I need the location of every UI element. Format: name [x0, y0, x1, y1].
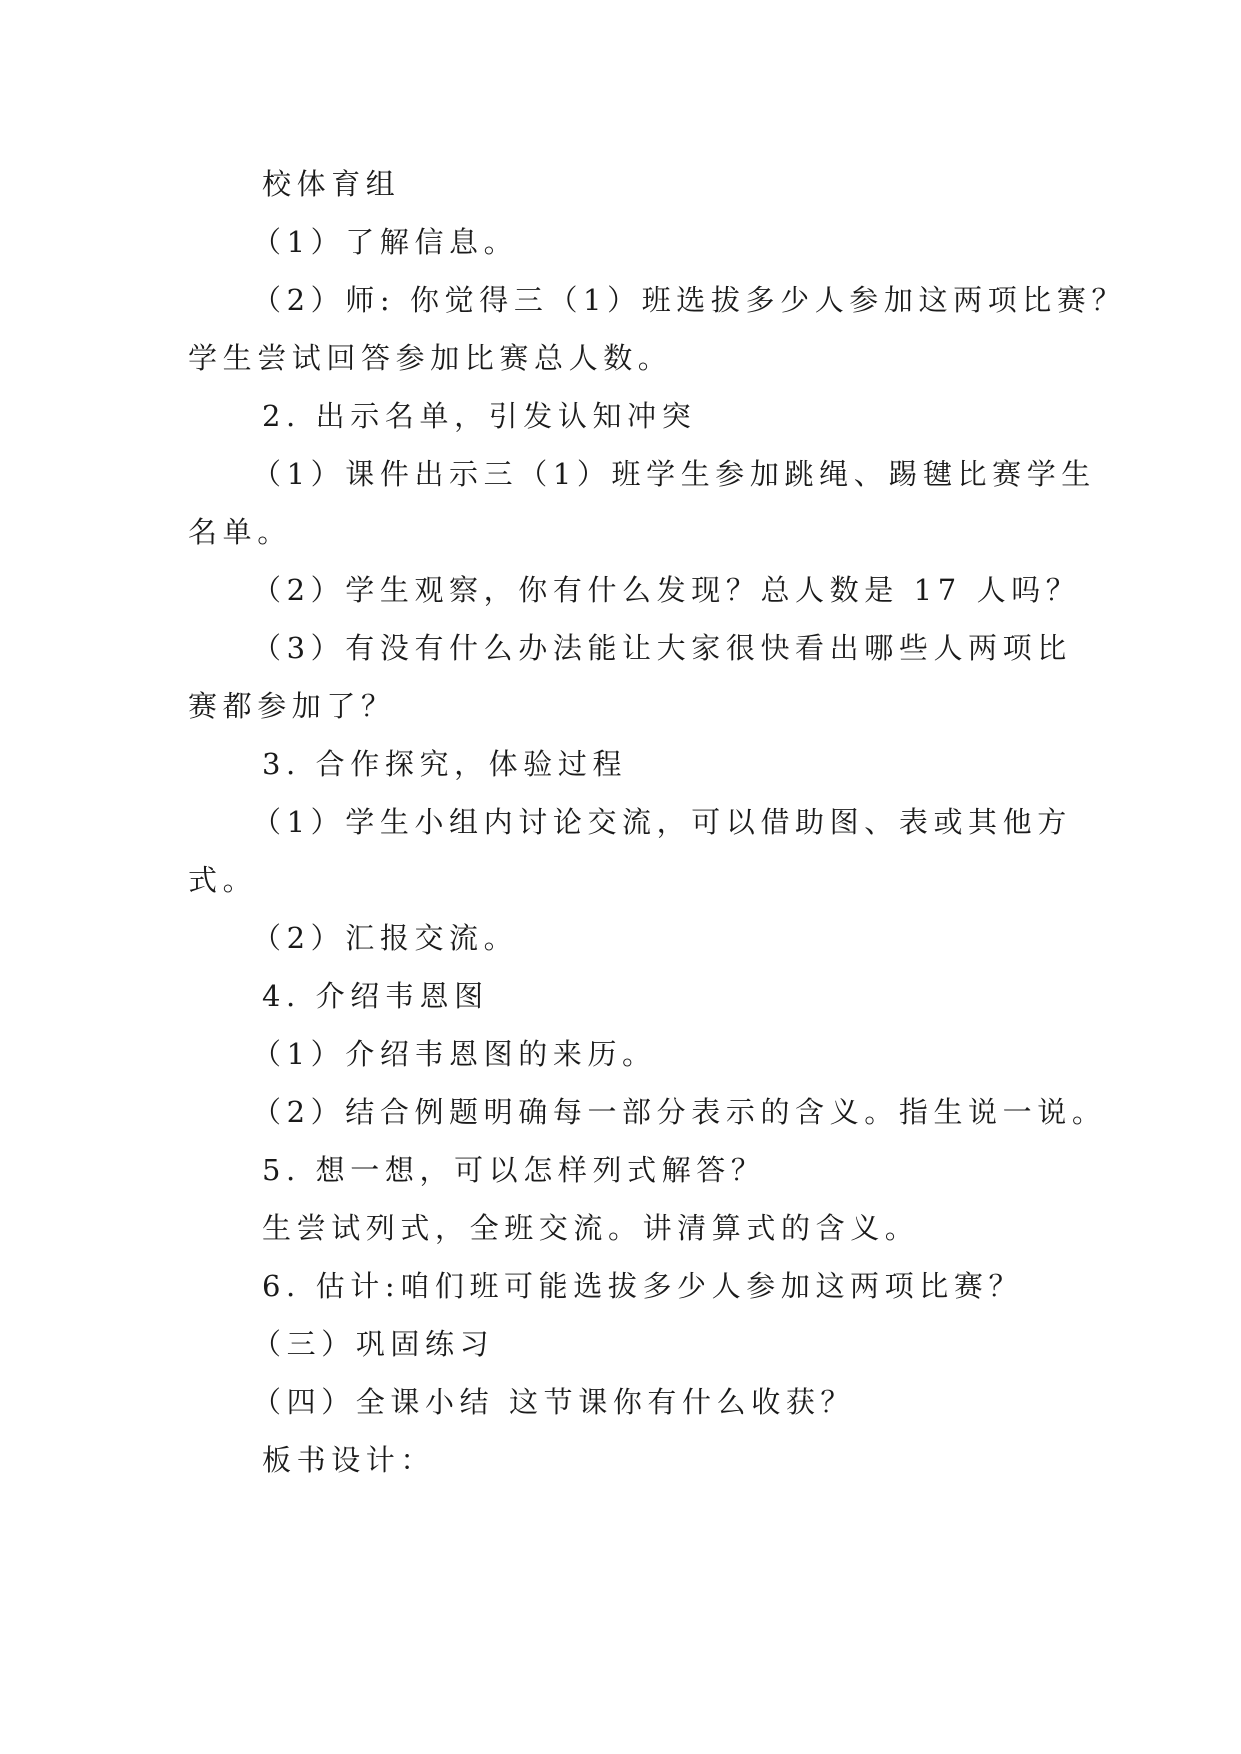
text-line: （1）课件出示三（1）班学生参加跳绳、踢毽比赛学生	[252, 457, 1096, 491]
section-heading: （四）全课小结 这节课你有什么收获？	[252, 1385, 856, 1419]
text-line: （3）有没有什么办法能让大家很快看出哪些人两项比	[252, 631, 1072, 665]
text-line: （2）结合例题明确每一部分表示的含义。指生说一说。	[252, 1095, 1107, 1129]
text-line: （1）学生小组内讨论交流，可以借助图、表或其他方	[252, 805, 1072, 839]
text-line: 赛都参加了？	[188, 689, 396, 723]
section-heading: 2. 出示名单，引发认知冲突	[262, 399, 697, 433]
text-line: （2）学生观察，你有什么发现？总人数是 17 人吗？	[252, 573, 1081, 607]
section-heading: （三）巩固练习	[252, 1327, 495, 1361]
text-line: （2）汇报交流。	[252, 921, 519, 955]
text-line: 名单。	[188, 515, 292, 549]
text-line: 式。	[188, 863, 258, 897]
text-line: 生尝试列式，全班交流。讲清算式的含义。	[262, 1211, 920, 1245]
section-heading: 6. 估计:咱们班可能选拔多少人参加这两项比赛？	[262, 1269, 1024, 1303]
text-line: （1）了解信息。	[252, 225, 519, 259]
text-line: 校体育组	[262, 167, 401, 201]
section-heading: 5. 想一想，可以怎样列式解答？	[262, 1153, 766, 1187]
text-line: 学生尝试回答参加比赛总人数。	[188, 341, 673, 375]
section-heading: 4. 介绍韦恩图	[262, 979, 489, 1013]
text-line: 板书设计：	[262, 1443, 436, 1477]
text-line: （1）介绍韦恩图的来历。	[252, 1037, 657, 1071]
text-line: （2）师: 你觉得三（1）班选拔多少人参加这两项比赛？	[252, 283, 1127, 317]
section-heading: 3. 合作探究，体验过程	[262, 747, 628, 781]
